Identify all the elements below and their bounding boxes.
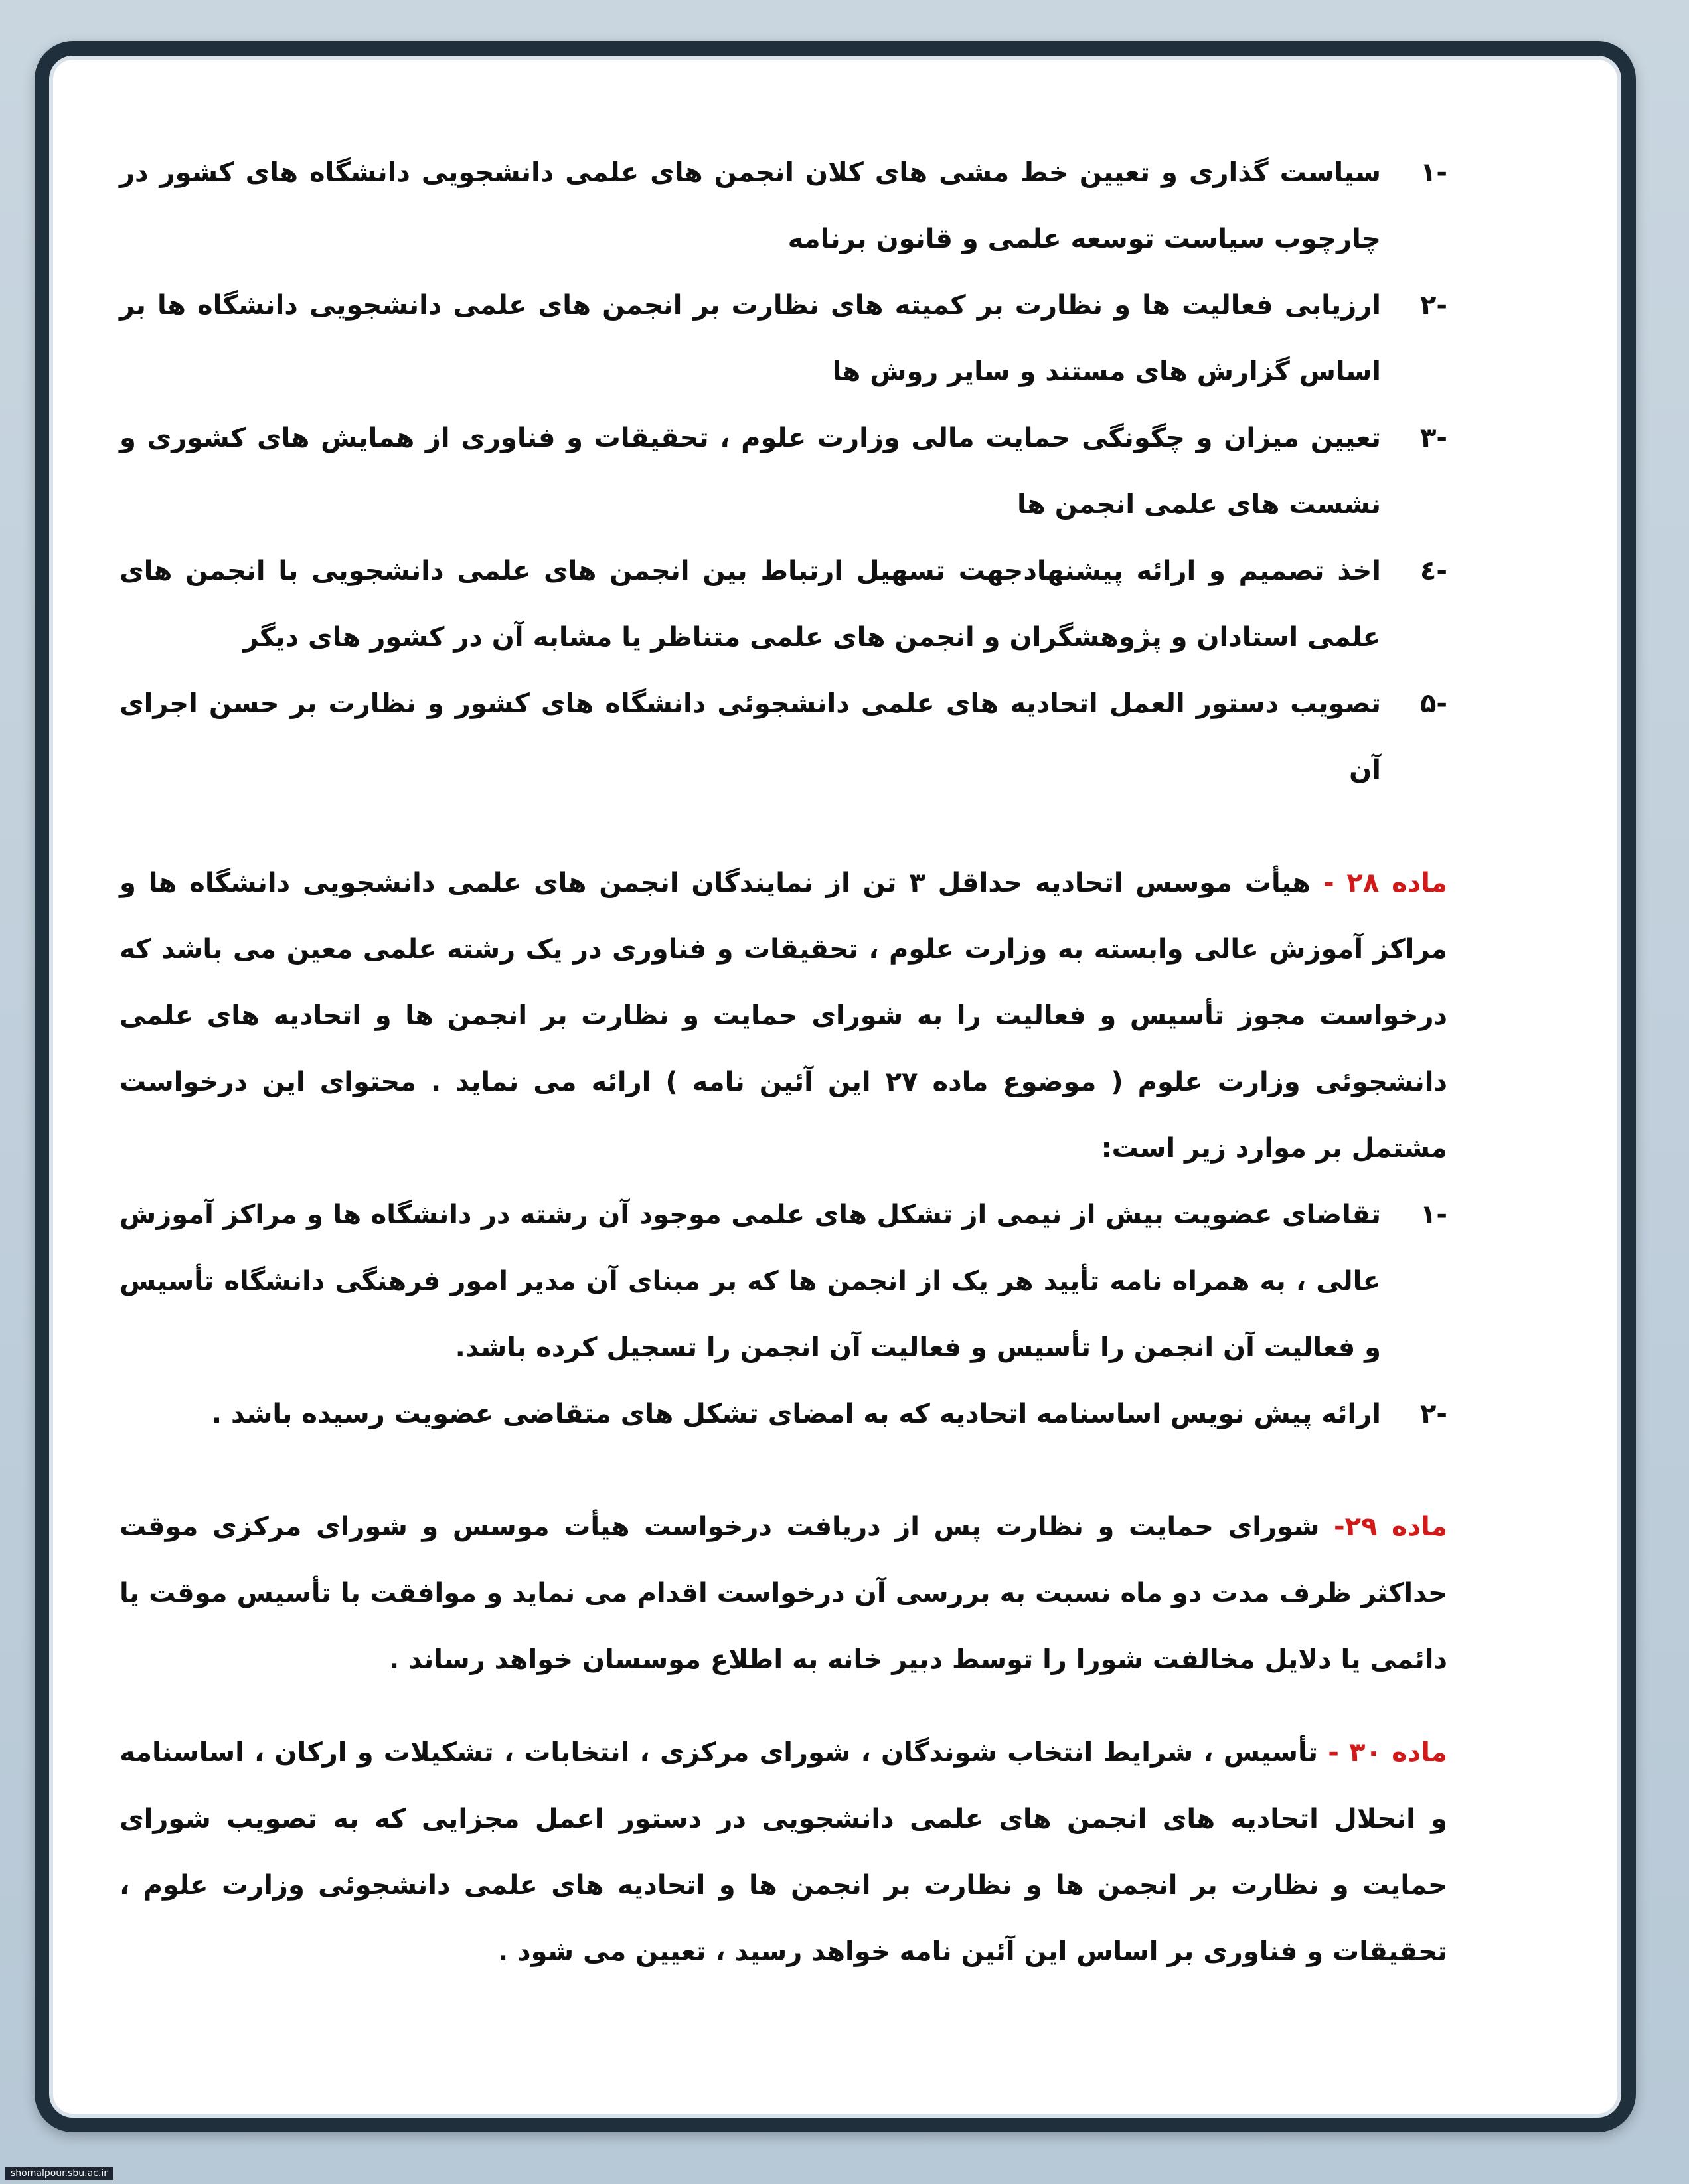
item-text: ارزیابی فعالیت ها و نظارت بر کمیته های نظارت بر انجمن های علمی دانشجویی دانشگاه ها بر اساس گزارش های مستند و سایر روش ها [120, 290, 1381, 387]
article-29-text: شورای حمایت و نظارت پس از دریافت درخواست هیأت موسس و شورای مرکزی موقت حداکثر ظرف مدت دو ماه نسبت به بررسی آن درخواست اقدام می نماید و موافقت با تأسیس موقت یا دائمی یا دلایل مخالفت شورا را توسط دبیر خانه به اطلاع موسسان خواهد رساند . [120, 1512, 1447, 1675]
article-28 [120, 850, 1447, 1182]
list-item [120, 538, 1447, 670]
item-text: تصویب دستور العمل اتحادیه های علمی دانشجوئی دانشگاه های کشور و نظارت بر حسن اجرای آن [120, 688, 1381, 785]
list-item [120, 1182, 1447, 1381]
item-number: -۳ [1419, 423, 1447, 453]
item-text: ارائه پیش نویس اساسنامه اتحادیه که به امضای تشکل های متقاضی عضویت رسیده باشد . [211, 1399, 1381, 1429]
item-number: -۱ [1419, 157, 1447, 188]
list-item [120, 139, 1447, 272]
list-item [120, 670, 1447, 803]
article-29-label: ماده ۲۹- [1334, 1512, 1447, 1542]
list-item [120, 1381, 1447, 1447]
item-number: -٤ [1419, 556, 1447, 586]
article-30-text: تأسیس ، شرایط انتخاب شوندگان ، شورای مرکزی ، انتخابات ، تشکیلات و ارکان ، اساسنامه و انحلال اتحادیه های انجمن های علمی دانشجویی در دستور اعمل مجزایی که به تصویب شورای حمایت و نظارت بر انجمن ها و نظارت بر انجمن ها و اتحادیه های علمی دانشجوئی وزارت علوم ، تحقیقات و فناوری بر اساس این آئین نامه خواهد رسید ، تعیین می شود . [120, 1737, 1447, 1967]
list-council-duties [120, 139, 1447, 803]
item-text: سیاست گذاری و تعیین خط مشی های کلان انجمن های علمی دانشجویی دانشگاه های کشور در چارچوب سیاست توسعه علمی و قانون برنامه [120, 157, 1381, 254]
list-request-contents [120, 1182, 1447, 1447]
article-28-text: هیأت موسس اتحادیه حداقل ۳ تن از نمایندگان انجمن های علمی دانشجویی دانشگاه ها و مراکز آموزش عالی وابسته به وزارت علوم ، تحقیقات و فناوری در یک رشته علمی معین می باشد که درخواست مجوز تأسیس و فعالیت را به شورای حمایت و نظارت بر انجمن ها و اتحادیه های علمی دانشجوئی وزارت علوم ( موضوع ماده ۲۷ این آئین نامه ) ارائه می نماید . محتوای این درخواست مشتمل بر موارد زیر است: [120, 868, 1447, 1164]
article-30-label: ماده ۳۰ - [1328, 1737, 1447, 1768]
item-number: -۱ [1419, 1200, 1447, 1230]
document-body [120, 139, 1447, 1985]
item-text: تقاضای عضویت بیش از نیمی از تشکل های علمی موجود آن رشته در دانشگاه ها و مراکز آموزش عالی ، به همراه نامه تأیید هر یک از انجمن ها که بر مبنای آن مدیر امور فرهنگی دانشگاه تأسیس و فعالیت آن انجمن را تأسیس و فعالیت آن انجمن را تسجیل کرده باشد. [120, 1200, 1381, 1363]
article-28-label: ماده ۲۸ - [1323, 868, 1448, 898]
item-number: -۵ [1419, 688, 1447, 719]
article-29 [120, 1494, 1447, 1693]
list-item [120, 405, 1447, 538]
list-item [120, 272, 1447, 405]
site-watermark: shomalpour.sbu.ac.ir [5, 2167, 113, 2180]
item-text: تعیین میزان و چگونگی حمایت مالی وزارت علوم ، تحقیقات و فناوری از همایش های کشوری و نشست های علمی انجمن ها [120, 423, 1381, 520]
item-number: -۲ [1419, 290, 1447, 321]
item-text: اخذ تصمیم و ارائه پیشنهادجهت تسهیل ارتباط بین انجمن های علمی دانشجویی با انجمن های علمی استادان و پژوهشگران و انجمن های علمی متناظر یا مشابه آن در کشور های دیگر [120, 556, 1381, 653]
item-number: -۲ [1419, 1399, 1447, 1429]
article-30 [120, 1719, 1447, 1985]
